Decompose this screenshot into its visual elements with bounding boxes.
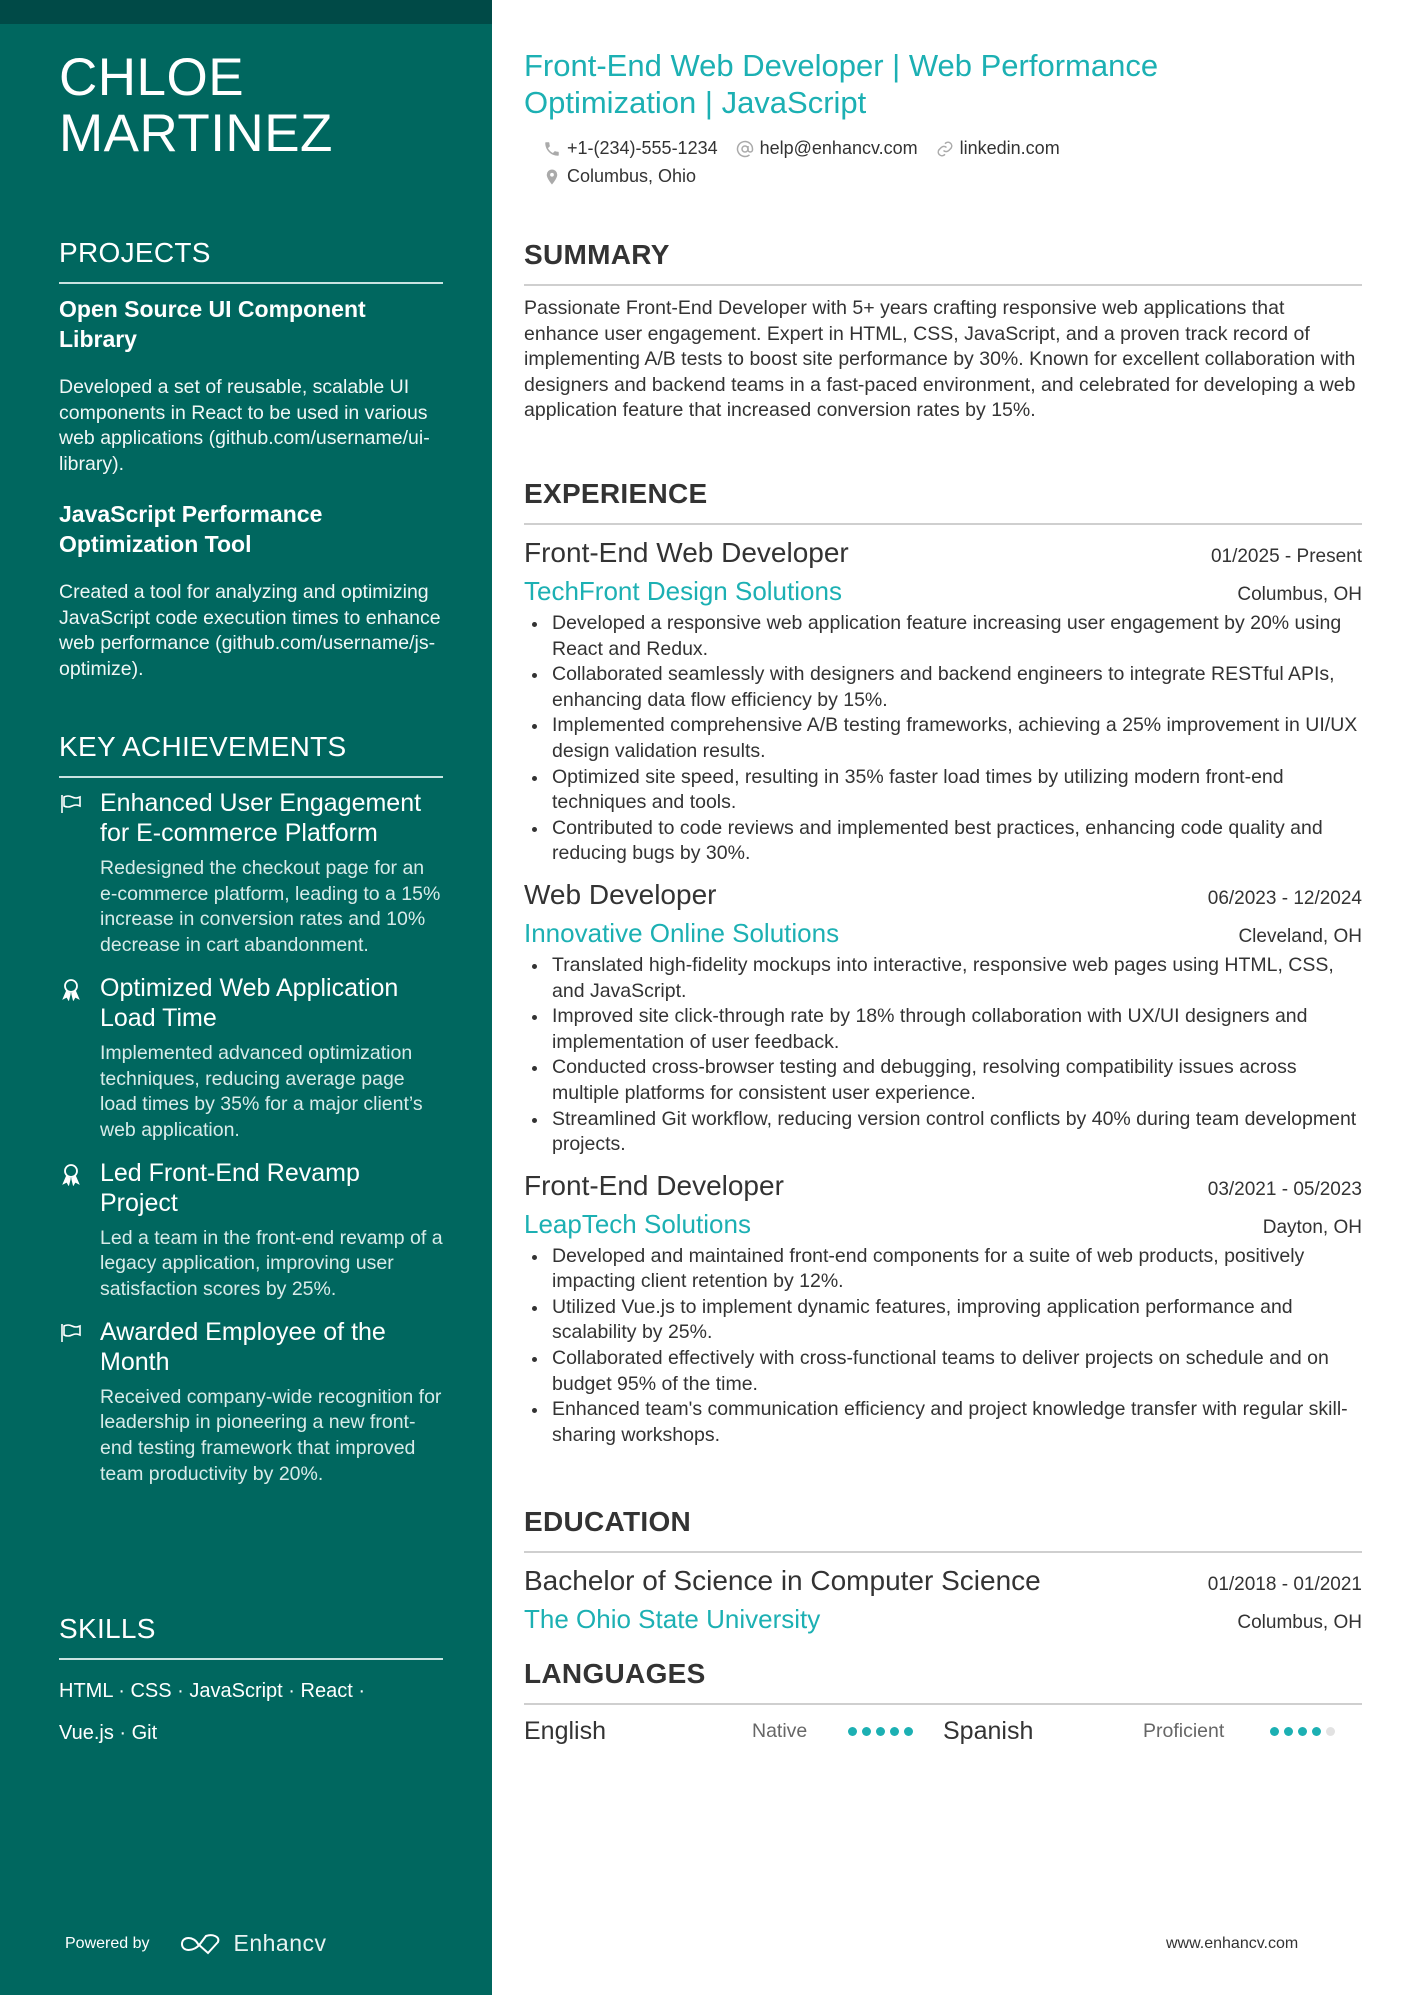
experience-section (524, 477, 1362, 1448)
bullet-item: Contributed to code reviews and implemented best practices, enhancing code quality and reducing bugs by 30%. (524, 816, 1362, 867)
candidate-name (59, 50, 333, 162)
email-value: help@enhancv.com (759, 138, 918, 158)
achievement-description: Received company-wide recognition for leadership in pioneering a new front-end testing framework that improved team productivity by 20%. (100, 1385, 442, 1485)
language-item (943, 1717, 1362, 1746)
proficiency-dots (1270, 1727, 1340, 1736)
summary-divider (524, 284, 1362, 286)
projects-title: PROJECTS (59, 237, 211, 268)
dot-empty-icon (1326, 1727, 1335, 1736)
language-level: Proficient (1143, 1720, 1225, 1742)
dot-filled-icon (876, 1727, 885, 1736)
job-company: TechFront Design Solutions (524, 576, 842, 606)
project-description: Created a tool for analyzing and optimizing JavaScript code execution times to enhance web performance (github.com/username/js-optimize). (59, 580, 441, 680)
powered-by-label: Powered by (65, 1934, 150, 1952)
achievement-item (59, 1317, 443, 1488)
job-entry (524, 1168, 1362, 1449)
bullet-item: Translated high-fidelity mockups into interactive, responsive web pages using HTML, CSS, and JavaScript. (524, 953, 1362, 1004)
achievement-description: Led a team in the front-end revamp of a legacy application, improving user satisfaction scores by 25%. (100, 1226, 443, 1301)
location-contact (543, 166, 696, 187)
award-icon (59, 1162, 83, 1186)
language-item (524, 1717, 943, 1746)
project-title: Open Source UI Component Library (59, 296, 366, 352)
bullet-item: Optimized site speed, resulting in 35% faster load times by utilizing modern front-end techniques and tools. (524, 765, 1362, 816)
job-date: 06/2023 - 12/2024 (1207, 887, 1362, 909)
bullet-item: Improved site click-through rate by 18% through collaboration with UX/UI designers and implementation of user feedback. (524, 1004, 1362, 1055)
flag-icon (59, 792, 83, 816)
email-contact[interactable] (736, 138, 918, 159)
at-icon (736, 140, 754, 158)
location-pin-icon (543, 167, 561, 187)
projects-divider (59, 282, 443, 284)
bullet-item: Streamlined Git workflow, reducing version control conflicts by 40% during team development projects. (524, 1107, 1362, 1158)
skills-list (59, 1670, 443, 1754)
bullet-item: Developed and maintained front-end components for a suite of web products, positively impacting client retention by 12%. (524, 1244, 1362, 1295)
job-entry (524, 877, 1362, 1158)
contact-row (543, 138, 1078, 159)
bullet-item: Utilized Vue.js to implement dynamic features, improving application performance and scalability by 25%. (524, 1295, 1362, 1346)
dot-filled-icon (890, 1727, 899, 1736)
achievement-item (59, 1158, 443, 1303)
school: The Ohio State University (524, 1604, 821, 1634)
education-title: EDUCATION (524, 1506, 692, 1537)
bullet-item: Enhanced team's communication efficiency and project knowledge transfer with regular skill-sharing workshops. (524, 1397, 1362, 1448)
link-contact[interactable] (936, 138, 1060, 159)
powered-by (65, 1930, 327, 1957)
education-divider (524, 1551, 1362, 1553)
headline: Front-End Web Developer | Web Performance Optimization | JavaScript (524, 48, 1159, 120)
job-company: Innovative Online Solutions (524, 917, 840, 948)
language-name: English (524, 1717, 606, 1745)
education-section (524, 1505, 1362, 1635)
language-name: Spanish (943, 1717, 1034, 1745)
phone-value: +1-(234)-555-1234 (567, 138, 718, 158)
project-title: JavaScript Performance Optimization Tool (59, 500, 323, 557)
achievements-divider (59, 776, 443, 778)
dot-filled-icon (862, 1727, 871, 1736)
job-location: Columbus, OH (1237, 584, 1362, 605)
skills-divider (59, 1658, 443, 1660)
languages-section (524, 1657, 1362, 1746)
name-line-1: CHLOE (59, 48, 245, 107)
language-level: Native (752, 1720, 808, 1742)
job-title: Front-End Developer (524, 1169, 784, 1201)
languages-divider (524, 1703, 1362, 1705)
sidebar (0, 0, 492, 1995)
achievements-section (59, 730, 443, 1502)
achievement-item (59, 788, 443, 959)
job-date: 01/2025 - Present (1210, 546, 1362, 567)
job-bullets (524, 611, 1362, 867)
achievement-title: Led Front-End Revamp Project (100, 1158, 360, 1217)
project-item (59, 294, 443, 478)
location-value: Columbus, Ohio (567, 166, 697, 186)
proficiency-dots (848, 1727, 918, 1736)
languages-title: LANGUAGES (524, 1658, 706, 1689)
phone-contact[interactable] (543, 138, 718, 159)
dot-filled-icon (904, 1727, 913, 1736)
job-company: LeapTech Solutions (524, 1208, 751, 1239)
dot-filled-icon (1312, 1727, 1321, 1736)
experience-divider (524, 523, 1362, 525)
job-title: Web Developer (524, 878, 717, 910)
achievements-title: KEY ACHIEVEMENTS (59, 731, 347, 762)
enhancv-brand: Enhancv (233, 1930, 327, 1956)
achievement-title: Optimized Web Application Load Time (100, 973, 399, 1032)
job-location: Dayton, OH (1262, 1216, 1362, 1238)
skills-section (59, 1612, 443, 1754)
job-title: Front-End Web Developer (524, 537, 849, 568)
summary-text: Passionate Front-End Developer with 5+ years crafting responsive web applications that enhance user engagement. Expert in HTML, CSS, JavaScript, and a proven track record of implementing A/B tests to boost site performance by 30%. Known for excellent collaboration with designers and backend teams in a fast-paced environment, and celebrated for developing a web application feature that increased conversion rates by 15%. (524, 297, 1356, 422)
experience-title: EXPERIENCE (524, 478, 708, 509)
achievement-item (59, 973, 443, 1144)
bullet-item: Conducted cross-browser testing and debugging, resolving compatibility issues across multiple platforms for consistent user experience. (524, 1055, 1362, 1106)
phone-icon (543, 140, 561, 158)
summary-title: SUMMARY (524, 239, 670, 270)
degree: Bachelor of Science in Computer Science (524, 1565, 1041, 1596)
dot-filled-icon (1284, 1727, 1293, 1736)
projects-section (59, 236, 443, 683)
enhancv-logo-icon (178, 1932, 224, 1956)
languages-list (524, 1717, 1362, 1746)
achievement-title: Enhanced User Engagement for E-commerce Platform (100, 789, 422, 847)
education-entry (524, 1563, 1362, 1635)
name-line-2: MARTINEZ (59, 104, 333, 163)
link-value: linkedin.com (959, 138, 1060, 158)
skills-line: Vue.js · Git (59, 1722, 158, 1744)
sidebar-top-band (0, 0, 492, 24)
education-location: Columbus, OH (1237, 1612, 1362, 1633)
bullet-item: Collaborated seamlessly with designers and backend engineers to integrate RESTful APIs, enhancing data flow efficiency by 15%. (524, 662, 1362, 713)
flag-icon (59, 1321, 83, 1345)
enhancv-logo[interactable] (178, 1930, 327, 1957)
job-bullets (524, 953, 1362, 1158)
project-description: Developed a set of reusable, scalable UI components in React to be used in various web applications (github.com/username/ui-library). (59, 376, 430, 476)
dot-filled-icon (1270, 1727, 1279, 1736)
skills-line: HTML · CSS · JavaScript · React · (59, 1680, 365, 1702)
bullet-item: Developed a responsive web application feature increasing user engagement by 20% using React and Redux. (524, 611, 1362, 662)
education-date: 01/2018 - 01/2021 (1207, 1574, 1362, 1595)
job-date: 03/2021 - 05/2023 (1207, 1178, 1362, 1200)
achievement-title: Awarded Employee of the Month (100, 1317, 386, 1376)
job-entry (524, 535, 1362, 867)
dot-filled-icon (848, 1727, 857, 1736)
skills-title: SKILLS (59, 1613, 156, 1644)
achievement-description: Implemented advanced optimization techniques, reducing average page load times by 35% for a major client’s web application. (100, 1041, 423, 1141)
job-bullets (524, 1244, 1362, 1449)
achievement-description: Redesigned the checkout page for an e-commerce platform, leading to a 15% increase in conversion rates and 10% decrease in cart abandonment. (100, 857, 441, 957)
job-location: Cleveland, OH (1238, 925, 1362, 947)
bullet-item: Implemented comprehensive A/B testing frameworks, achieving a 25% improvement in UI/UX design validation results. (524, 713, 1362, 764)
project-item (59, 499, 443, 683)
bullet-item: Collaborated effectively with cross-functional teams to deliver projects on schedule and on budget 95% of the time. (524, 1346, 1362, 1397)
footer-url[interactable]: www.enhancv.com (1166, 1935, 1299, 1952)
award-icon (59, 977, 83, 1001)
location-row (543, 166, 714, 187)
dot-filled-icon (1298, 1727, 1307, 1736)
link-icon (936, 140, 954, 158)
summary-section (524, 238, 1362, 424)
